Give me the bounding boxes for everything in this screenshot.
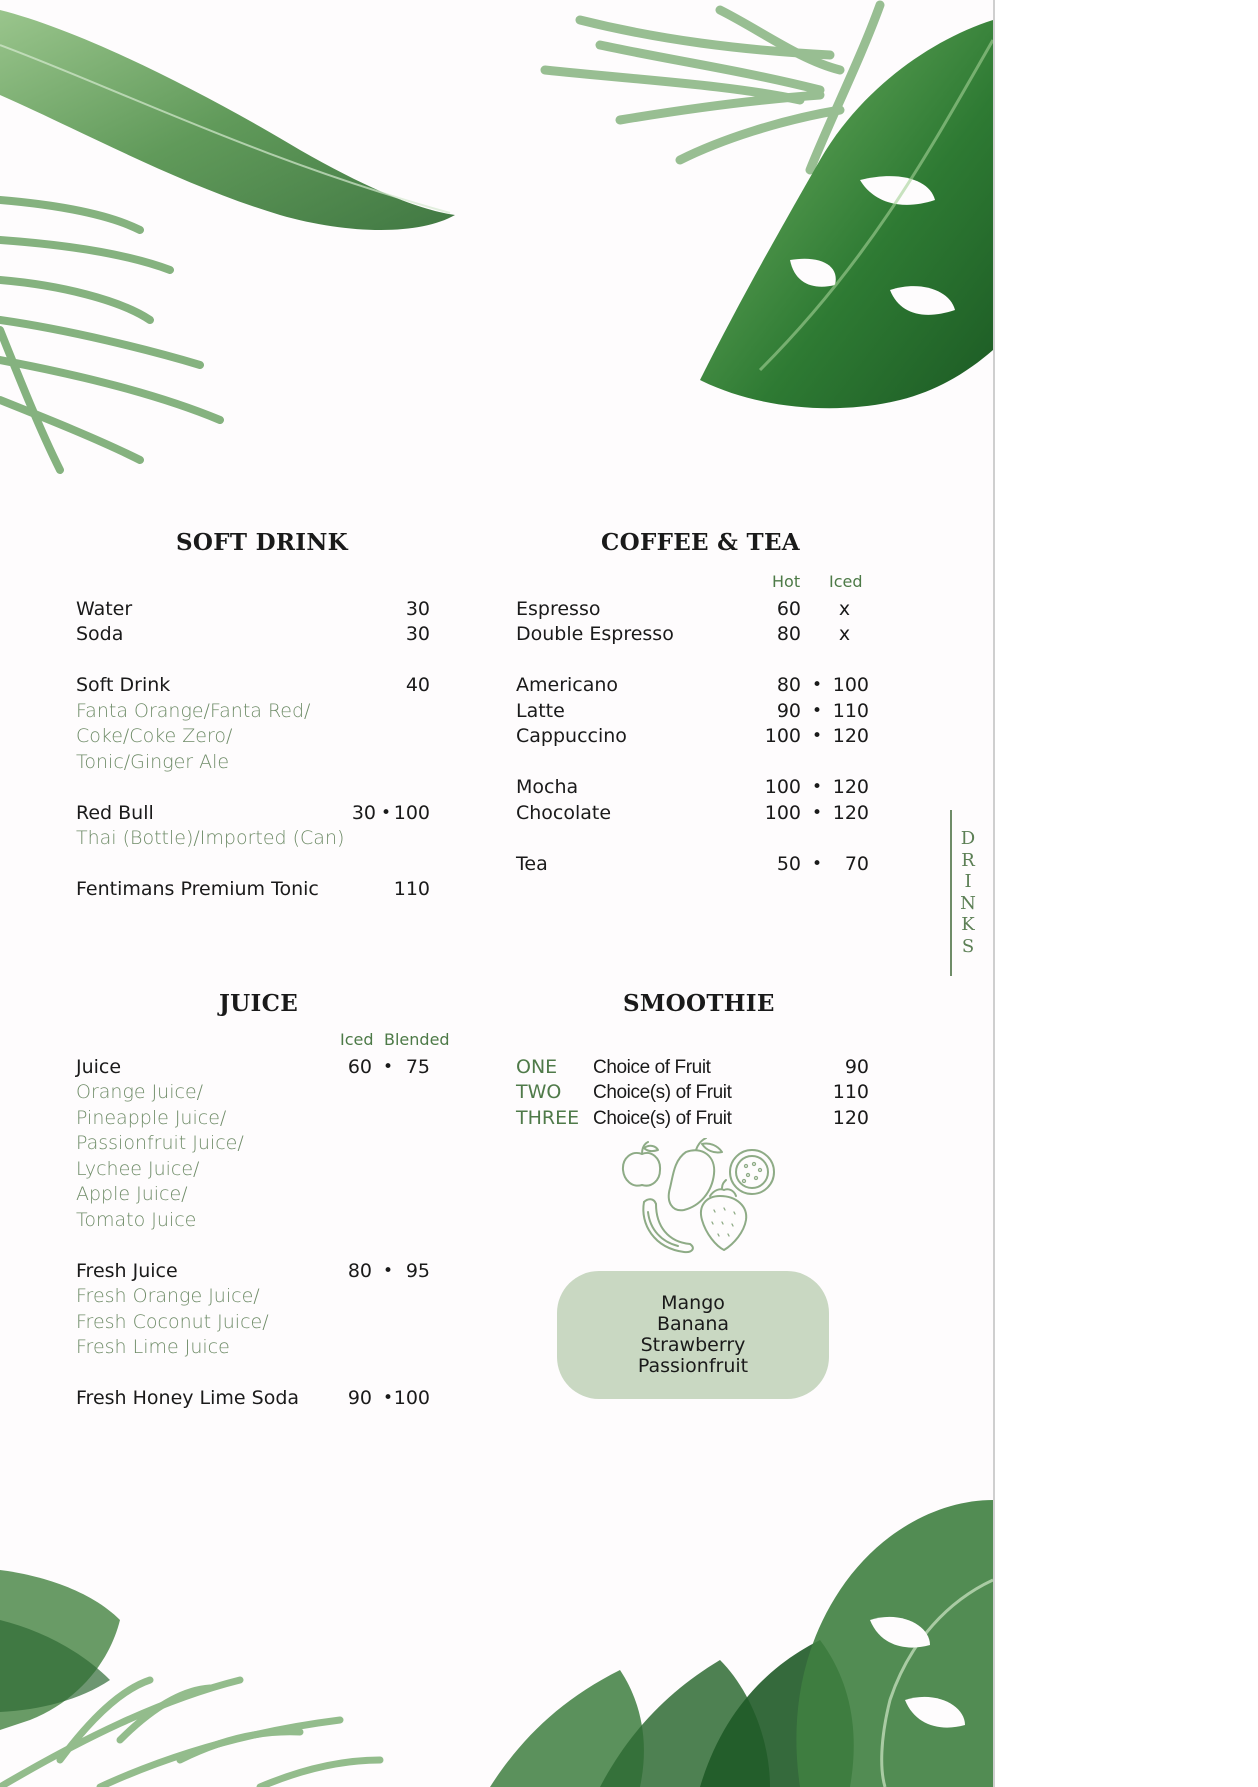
- red-bull-item: Red Bull: [76, 802, 154, 824]
- side-tab-letter: S: [961, 935, 975, 957]
- fresh-juice-option: Fresh Orange Juice/: [76, 1285, 260, 1307]
- smoothie-count: TWO: [516, 1081, 562, 1103]
- coffee-hot-price: 100: [764, 802, 801, 824]
- coffee-hot-price: 90: [776, 700, 801, 722]
- coffee-iced-price: x: [838, 598, 851, 620]
- fruit-option: Strawberry: [640, 1334, 746, 1356]
- smoothie-count: THREE: [516, 1107, 580, 1129]
- fresh-juice-blended-price: 95: [405, 1260, 430, 1282]
- smoothie-price: 90: [844, 1056, 869, 1078]
- coffee-iced-price: 70: [844, 853, 869, 875]
- price-separator: •: [383, 1261, 394, 1281]
- smoothie-price: 110: [832, 1081, 869, 1103]
- juice-iced-price: 60: [347, 1056, 372, 1078]
- price-separator: •: [381, 803, 392, 823]
- price-separator: •: [812, 803, 823, 823]
- fruit-option: Passionfruit: [637, 1355, 749, 1377]
- coffee-iced-price: 120: [832, 776, 869, 798]
- coffee-hot-price: 80: [776, 674, 801, 696]
- honey-lime-item: Fresh Honey Lime Soda: [76, 1387, 300, 1409]
- fruit-option: Mango: [661, 1292, 725, 1314]
- coffee-item: Double Espresso: [516, 623, 674, 645]
- side-tab-letter: N: [960, 892, 976, 914]
- coffee-item: Cappuccino: [516, 725, 627, 747]
- red-bull-option: Thai (Bottle)/Imported (Can): [76, 827, 345, 849]
- soft-drink-option: Fanta Orange/Fanta Red/: [76, 700, 311, 722]
- smoothie-heading: SMOOTHIE: [623, 990, 775, 1017]
- red-bull-price-bottle: 30: [351, 802, 376, 824]
- iced-column-header: Iced: [829, 572, 863, 591]
- fresh-juice-item: Fresh Juice: [76, 1260, 178, 1282]
- coffee-iced-price: 120: [832, 802, 869, 824]
- coffee-item: Espresso: [516, 598, 601, 620]
- coffee-hot-price: 80: [776, 623, 801, 645]
- blended-column-header: Blended: [384, 1030, 450, 1049]
- juice-option: Apple Juice/: [76, 1183, 188, 1205]
- side-tab-letter: K: [961, 914, 975, 935]
- soft-drink-price: 40: [405, 674, 430, 696]
- soft-drink-option: Tonic/Ginger Ale: [76, 751, 230, 773]
- coffee-item: Chocolate: [516, 802, 612, 824]
- juice-option: Pineapple Juice/: [76, 1107, 227, 1129]
- price-separator: •: [383, 1057, 394, 1077]
- juice-item: Juice: [76, 1056, 122, 1078]
- smoothie-choice-label: Choice(s) of Fruit: [593, 1108, 732, 1129]
- water-item: Water: [76, 598, 133, 620]
- coffee-hot-price: 60: [776, 598, 801, 620]
- fresh-juice-option: Fresh Lime Juice: [76, 1336, 230, 1358]
- coffee-hot-price: 100: [764, 776, 801, 798]
- honey-lime-blended-price: 100: [393, 1387, 430, 1409]
- coffee-hot-price: 100: [764, 725, 801, 747]
- coffee-tea-heading: COFFEE & TEA: [601, 529, 800, 556]
- juice-heading: JUICE: [219, 990, 299, 1017]
- coffee-item: Americano: [516, 674, 619, 696]
- juice-blended-price: 75: [405, 1056, 430, 1078]
- soda-item: Soda: [76, 623, 124, 645]
- soft-drink-option: Coke/Coke Zero/: [76, 725, 233, 747]
- side-tab-letter: R: [961, 849, 975, 871]
- price-separator: •: [812, 726, 823, 746]
- coffee-iced-price: 100: [832, 674, 869, 696]
- juice-option: Lychee Juice/: [76, 1158, 200, 1180]
- side-tab-letter: D: [960, 828, 976, 849]
- water-price: 30: [405, 598, 430, 620]
- smoothie-price: 120: [832, 1107, 869, 1129]
- smoothie-count: ONE: [516, 1056, 558, 1078]
- juice-option: Passionfruit Juice/: [76, 1132, 244, 1154]
- fruit-option: Banana: [656, 1313, 730, 1335]
- side-tab-label: [958, 828, 978, 957]
- honey-lime-iced-price: 90: [347, 1387, 372, 1409]
- coffee-item: Tea: [516, 853, 548, 875]
- fentimans-item: Fentimans Premium Tonic: [76, 878, 319, 900]
- price-separator: •: [812, 701, 823, 721]
- side-tab-letter: I: [964, 871, 972, 892]
- price-separator: •: [812, 675, 823, 695]
- coffee-iced-price: x: [838, 623, 851, 645]
- price-separator: •: [383, 1388, 394, 1408]
- page-edge-divider: [993, 0, 995, 1787]
- coffee-hot-price: 50: [776, 853, 801, 875]
- smoothie-choice-label: Choice(s) of Fruit: [593, 1082, 732, 1103]
- red-bull-price-can: 100: [393, 802, 430, 824]
- coffee-iced-price: 120: [832, 725, 869, 747]
- smoothie-choice-label: Choice of Fruit: [593, 1057, 711, 1078]
- juice-option: Tomato Juice: [76, 1209, 197, 1231]
- fresh-juice-option: Fresh Coconut Juice/: [76, 1311, 269, 1333]
- side-tab-rule: [950, 810, 952, 976]
- soft-drink-heading: SOFT DRINK: [176, 529, 348, 556]
- fruit-list-box: [557, 1271, 829, 1399]
- price-separator: •: [812, 854, 823, 874]
- price-separator: •: [812, 777, 823, 797]
- fruit-illustration-icon: [618, 1138, 778, 1256]
- hot-column-header: Hot: [772, 572, 801, 591]
- juice-option: Orange Juice/: [76, 1081, 204, 1103]
- coffee-item: Mocha: [516, 776, 579, 798]
- iced-column-header: Iced: [340, 1030, 374, 1049]
- soda-price: 30: [405, 623, 430, 645]
- coffee-iced-price: 110: [832, 700, 869, 722]
- soft-drink-item: Soft Drink: [76, 674, 171, 696]
- fentimans-price: 110: [393, 878, 430, 900]
- coffee-item: Latte: [516, 700, 565, 722]
- fresh-juice-iced-price: 80: [347, 1260, 372, 1282]
